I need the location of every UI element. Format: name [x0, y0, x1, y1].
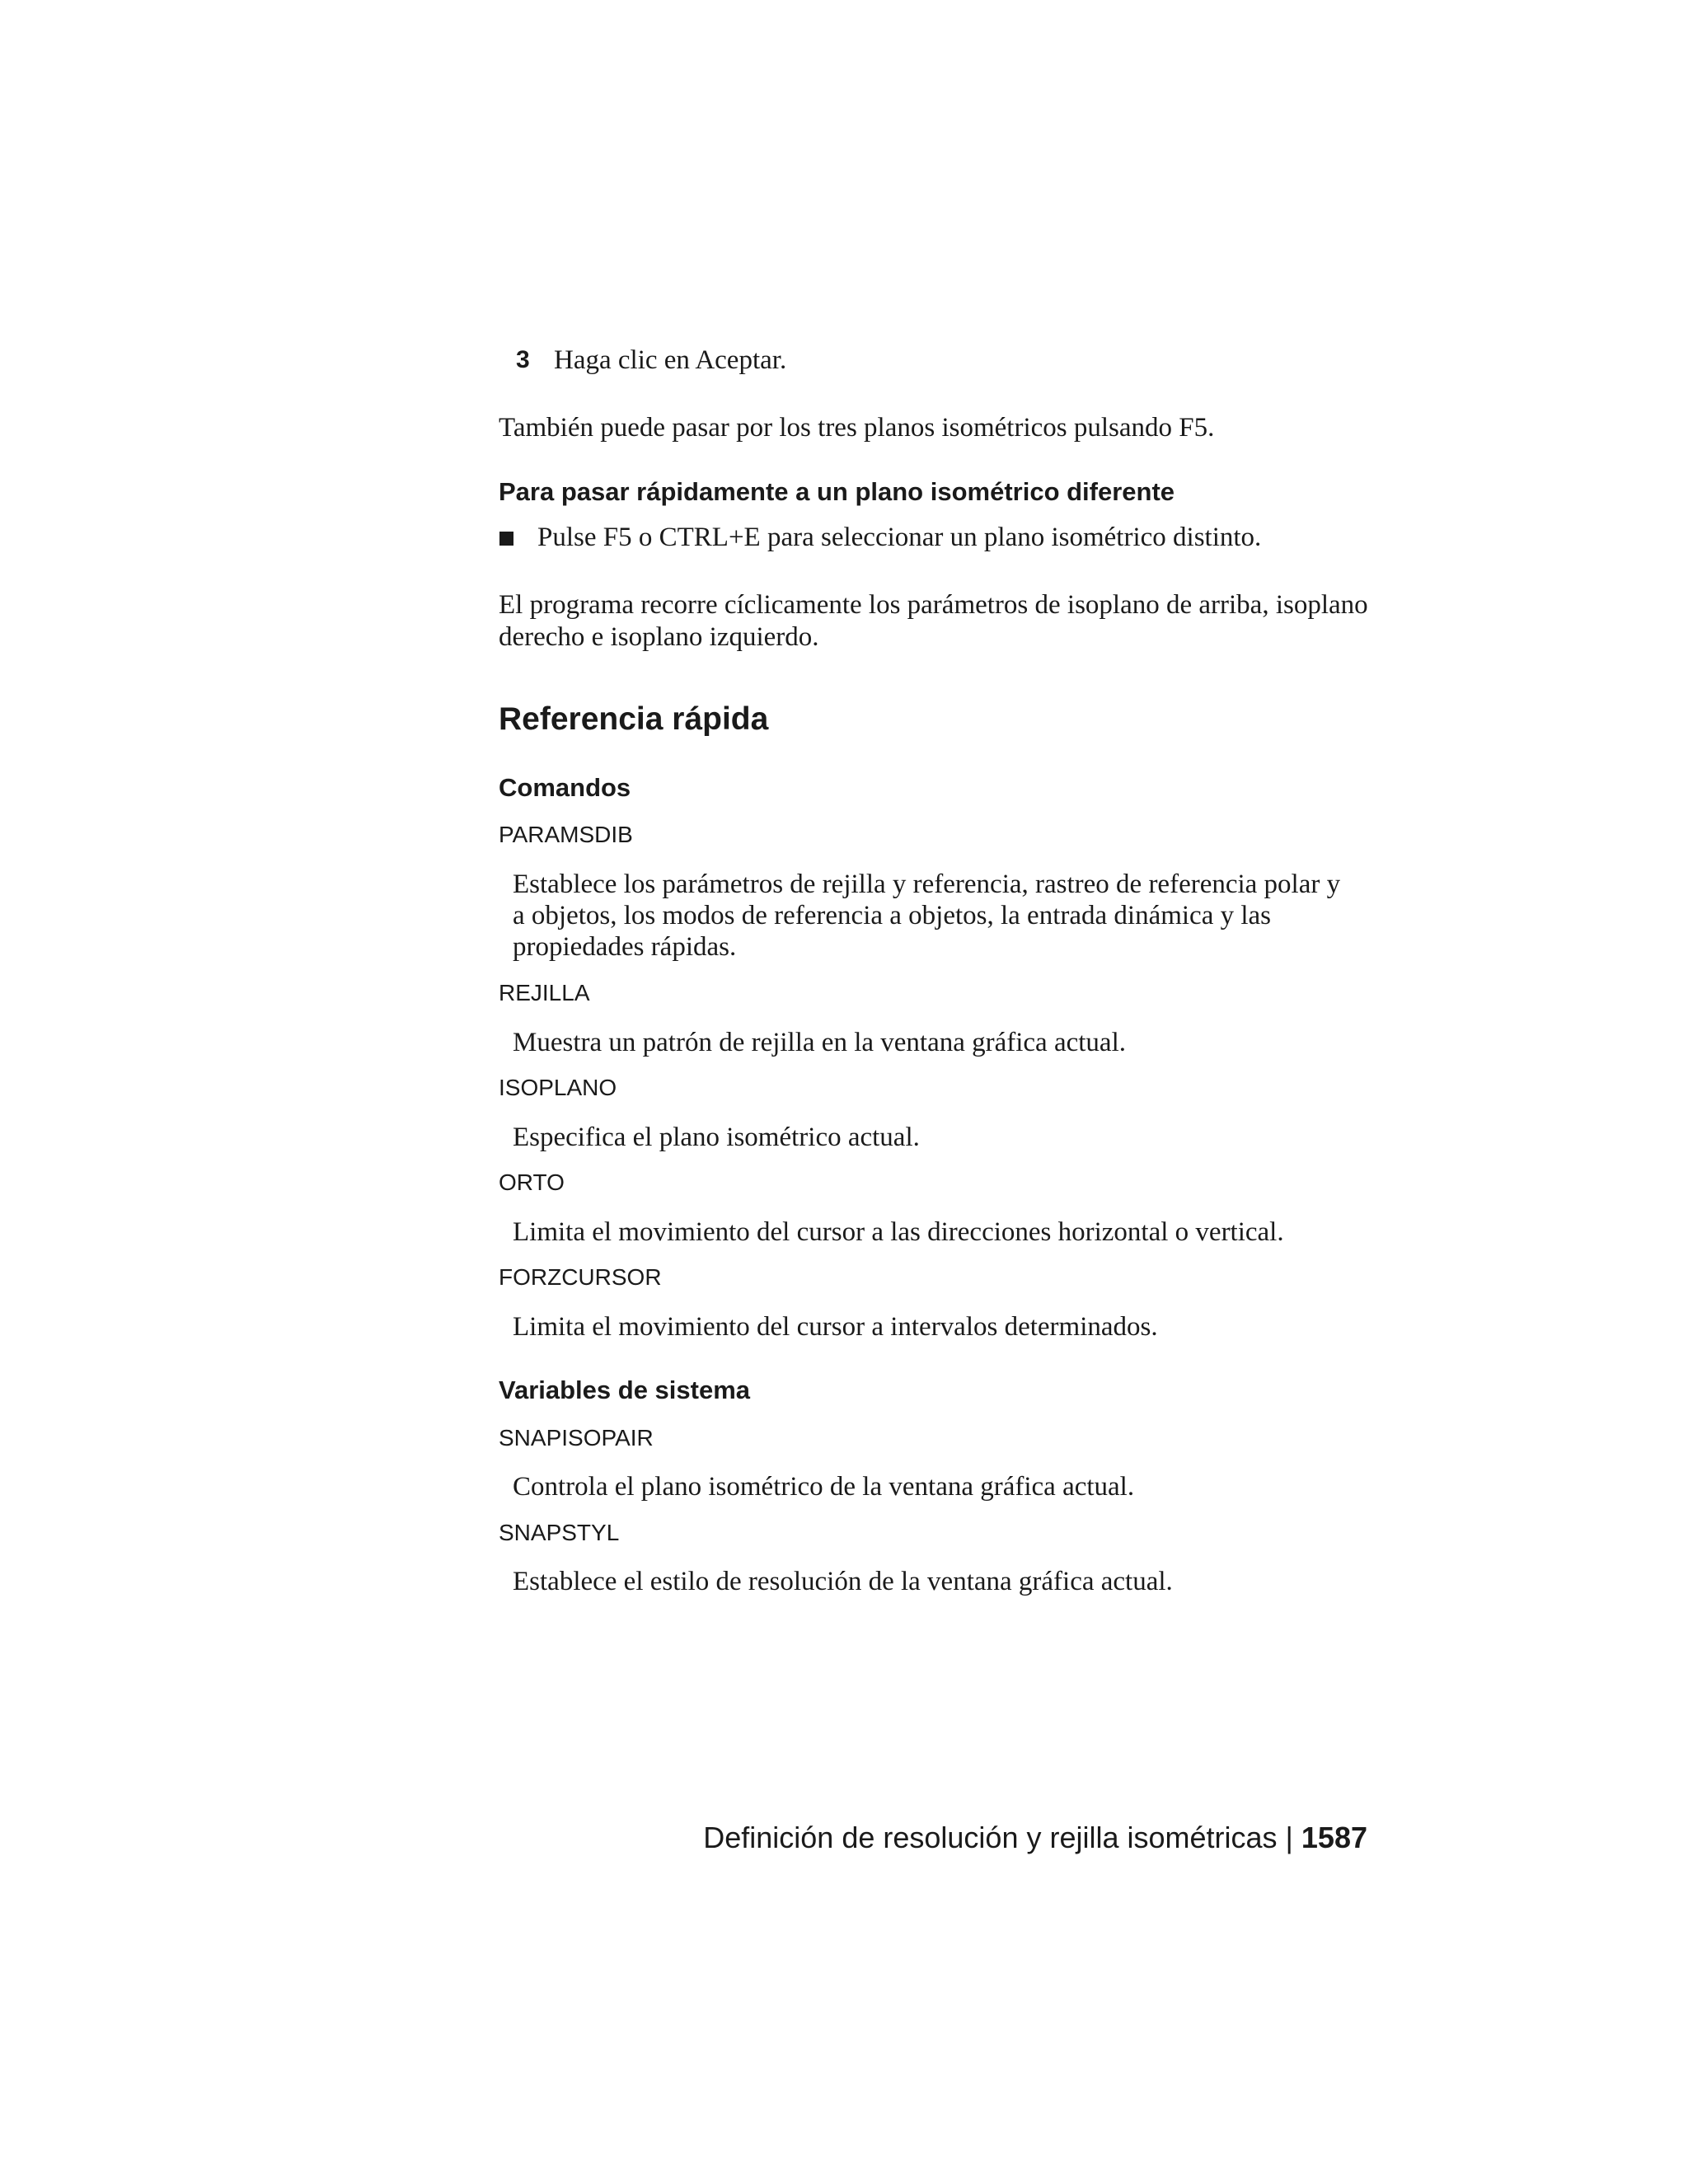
- command-name: REJILLA: [499, 980, 590, 1005]
- paragraph-cycle-line1: El programa recorre cíclicamente los parámetros de isoplano de arriba, isoplano: [499, 590, 1368, 620]
- command-name: FORZCURSOR: [499, 1264, 662, 1290]
- footer-separator: |: [1285, 1821, 1293, 1854]
- command-name: PARAMSDIB: [499, 822, 633, 847]
- bullet-square-icon: [499, 532, 513, 546]
- page-footer: [703, 1820, 1367, 1856]
- command-desc-line: Limita el movimiento del cursor a las direcciones horizontal o vertical.: [513, 1217, 1284, 1247]
- command-desc-line: Limita el movimiento del cursor a intervalos determinados.: [513, 1312, 1158, 1342]
- step-text: Haga clic en Aceptar.: [554, 345, 787, 375]
- footer-chapter-title: Definición de resolución y rejilla isométricas: [703, 1821, 1278, 1854]
- procedure-bullet-text: Pulse F5 o CTRL+E para seleccionar un plano isométrico distinto.: [537, 523, 1262, 552]
- sysvar-desc-line: Establece el estilo de resolución de la ventana gráfica actual.: [513, 1567, 1173, 1596]
- command-desc-line: Establece los parámetros de rejilla y referencia, rastreo de referencia polar y: [513, 869, 1341, 899]
- command-desc-line: propiedades rápidas.: [513, 932, 737, 962]
- step-number: 3: [516, 346, 530, 373]
- paragraph-cycle-line2: derecho e isoplano izquierdo.: [499, 622, 819, 652]
- procedure-heading: Para pasar rápidamente a un plano isométrico diferente: [499, 477, 1175, 506]
- command-name: ISOPLANO: [499, 1075, 617, 1100]
- sysvar-name: SNAPISOPAIR: [499, 1425, 654, 1451]
- sysvar-desc-line: Controla el plano isométrico de la ventana gráfica actual.: [513, 1472, 1135, 1502]
- command-desc-line: Muestra un patrón de rejilla en la ventana gráfica actual.: [513, 1028, 1126, 1057]
- command-desc-line: a objetos, los modos de referencia a objetos, la entrada dinámica y las: [513, 901, 1272, 930]
- sysvar-name: SNAPSTYL: [499, 1520, 620, 1545]
- section-title: Referencia rápida: [499, 701, 769, 737]
- command-name: ORTO: [499, 1169, 565, 1195]
- command-desc-line: Especifica el plano isométrico actual.: [513, 1122, 920, 1152]
- sysvars-heading: Variables de sistema: [499, 1376, 751, 1404]
- paragraph-f5: También puede pasar por los tres planos isométricos pulsando F5.: [499, 413, 1215, 443]
- page-number: 1587: [1301, 1821, 1367, 1854]
- commands-heading: Comandos: [499, 773, 631, 802]
